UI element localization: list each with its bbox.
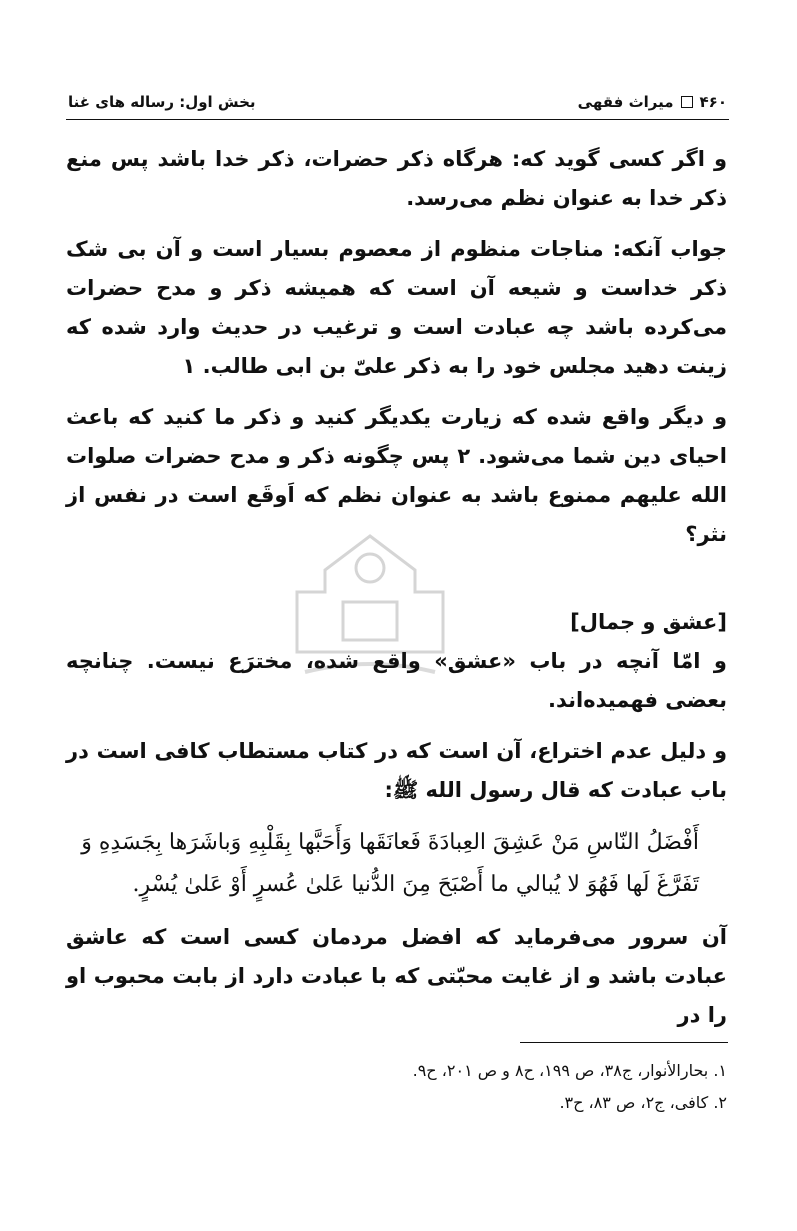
paragraph-3: و دیگر واقع شده که زیارت یکدیگر کنید و ذکر ما کنید که باعث احیای دین شما می‌شود. ۲ پس چگونه ذکر و مدح حضرات صلوات الله علیهم ممنوع باشد به عنوان نظم که اَوقَع است در نفس از نثر؟ [66,405,728,546]
footnotes [66,1055,727,1119]
section-title: بخش اول: رساله های غنا [68,93,256,111]
book-title: میراث فقهی [577,93,674,111]
header-page-info [578,93,727,111]
paragraph-4: و امّا آنچه در باب «عشق» واقع شده، مخترَع نیست. چنانچه بعضی فهمیده‌اند. [66,649,727,712]
header-rule [66,119,729,120]
footnote-rule [520,1042,728,1043]
paragraph-2: جواب آنکه: مناجات منظوم از معصوم بسیار است و آن بی شک ذکر خداست و شیعه آن است که همیشه ذکر و مدح حضرات می‌کرده باشد چه عبادت است و ترغیب در حدیث وارد شده که زینت دهید مجلس خود را به ذکر علیّ بن ابی طالب. ۱ [66,237,727,378]
paragraph-6: آن سرور می‌فرماید که افضل مردمان کسی است که عاشق عبادت باشد و از غایت محبّتی که با عبادت دارد از بابت محبوب او را در [66,925,727,1027]
paragraph-5: و دلیل عدم اختراع، آن است که در کتاب مستطاب کافی است در باب عبادت که قال رسول الله ﷺ: [66,739,727,802]
section-heading: [عشق و جمال] [570,610,727,634]
page-number: ۴۶۰ [699,93,727,111]
paragraph-1: و اگر کسی گوید که: هرگاه ذکر حضرات، ذکر خدا باشد پس منع ذکر خدا به عنوان نظم می‌رسد. [66,147,727,210]
footnote-1: ۱. بحارالأنوار، ج۳۸، ص ۱۹۹، ح۸ و ص ۲۰۱، ح۹. [412,1061,727,1080]
page-body [66,140,727,1047]
square-ornament-icon [681,96,693,108]
running-header [68,88,727,116]
hadith-quote: أَفْضَلُ النّاسِ مَنْ عَشِقَ العِبادَةَ فَعانَقَها وَأَحَبَّها بِقَلْبِهِ وَباشَرَها بِجَسَدِهِ وَ تَفَرَّغَ لَها فَهُوَ لا يُبالي ما أَصْبَحَ مِنَ الدُّنيا عَلىٰ عُسرٍ أَوْ عَلىٰ يُسْرٍ. [81,830,699,897]
footnote-2: ۲. کافی، ج۲، ص ۸۳، ح۳. [559,1093,727,1112]
